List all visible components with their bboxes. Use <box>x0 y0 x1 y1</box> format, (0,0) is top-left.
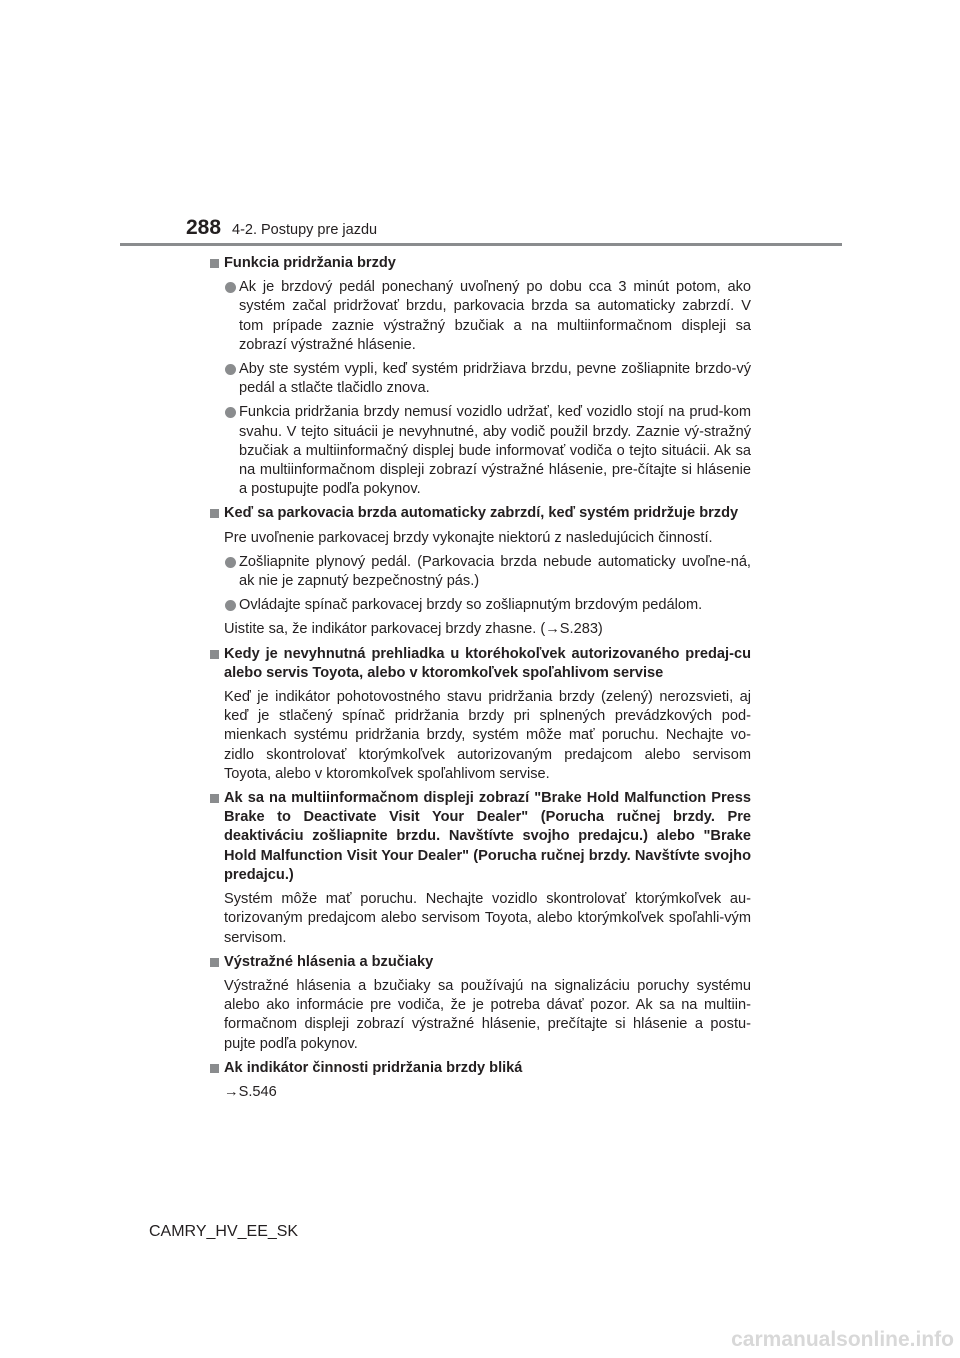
list-item <box>209 553 751 591</box>
section-heading <box>209 254 751 273</box>
circle-bullet-icon <box>225 600 236 611</box>
list-item <box>209 403 751 499</box>
section-heading <box>209 953 751 972</box>
circle-bullet-icon <box>225 282 236 293</box>
section-heading <box>209 645 751 683</box>
circle-bullet-icon <box>225 557 236 568</box>
header-rule <box>120 243 842 246</box>
square-bullet-icon <box>210 794 219 803</box>
list-item-text: Zošliapnite plynový pedál. (Parkovacia brzda nebude automaticky uvoľne-ná, ak nie je zapnutý bezpečnostný pás.) <box>239 553 751 590</box>
watermark: carmanualsonline.info <box>731 1328 954 1351</box>
circle-bullet-icon <box>225 407 236 418</box>
square-bullet-icon <box>210 650 219 659</box>
list-item <box>209 278 751 355</box>
page-reference: →S.546 <box>224 1083 277 1100</box>
section-heading <box>209 504 751 523</box>
section-inspection-needed <box>209 645 751 784</box>
square-bullet-icon <box>210 958 219 967</box>
section-parking-brake-auto <box>209 504 751 639</box>
footer-code: CAMRY_HV_EE_SK <box>149 1223 299 1240</box>
square-bullet-icon <box>210 1064 219 1073</box>
section-brake-hold-function <box>209 254 751 499</box>
paragraph: Uistite sa, že indikátor parkovacej brzdy zhasne. (→S.283) <box>224 621 603 638</box>
page-number: 288 <box>186 216 222 239</box>
section-malfunction-message <box>209 789 751 948</box>
list-item-text: Ak je brzdový pedál ponechaný uvoľnený po dobu cca 3 minút potom, ako systém začal pridržovať brzdu, parkovacia brzda sa automaticky zabrzdí. V tom prípade zaznie výstražný bzučiak a na multiinformačnom displeji sa zobrazí výstražné hlásenie. <box>239 279 751 353</box>
paragraph: Pre uvoľnenie parkovacej brzdy vykonajte niektorú z nasledujúcich činností. <box>224 529 713 546</box>
section-title: 4-2. Postupy pre jazdu <box>232 222 378 238</box>
section-heading-text: Výstražné hlásenia a bzučiaky <box>224 953 434 970</box>
section-heading-text: Ak indikátor činnosti pridržania brzdy bliká <box>224 1059 523 1076</box>
list-item <box>209 360 751 398</box>
section-indicator-flashing <box>209 1059 751 1102</box>
paragraph: Systém môže mať poruchu. Nechajte vozidlo skontrolovať ktorýmkoľvek au-torizovaným predajcom alebo servisom Toyota, alebo ktorýmkoľvek spoľahli-vým servisom. <box>224 891 751 946</box>
list-item-text: Aby ste systém vypli, keď systém pridržiava brzdu, pevne zošliapnite brzdo-vý pedál a stlačte tlačidlo znova. <box>239 361 751 397</box>
section-warning-messages <box>209 953 751 1054</box>
section-heading-text: Kedy je nevyhnutná prehliadka u ktoréhokoľvek autorizovaného predaj-cu alebo servis Toyota, alebo v ktoromkoľvek spoľahlivom servise <box>224 645 751 681</box>
section-heading-text: Funkcia pridržania brzdy <box>224 255 396 271</box>
section-heading-text: Ak sa na multiinformačnom displeji zobrazí "Brake Hold Malfunction Press Brake to Deactivate Visit Your Dealer" (Porucha ručnej brzdy. Pre deaktiváciu zošliapnite brzdu. Navštívte svojho predajcu.) alebo "Brake Hold Malfunction Visit Your Dealer" (Porucha ručnej brzdy. Navštívte svojho predajcu.) <box>224 790 751 883</box>
section-heading-text: Keď sa parkovacia brzda automaticky zabrzdí, keď systém pridržuje brzdy <box>224 505 739 522</box>
square-bullet-icon <box>210 509 219 518</box>
paragraph: Keď je indikátor pohotovostného stavu pridržania brzdy (zelený) nerozsvieti, aj keď je stlačený spínač pridržania brzdy pri splnených prevádzkových pod-mienkach systému pridržania brzdy, systém môže mať poruchu. Nechajte vo-zidlo skontrolovať ktorýmkoľvek autorizovaným predajcom alebo servisom Toyota, alebo v ktoromkoľvek spoľahlivom servise. <box>224 689 751 782</box>
square-bullet-icon <box>210 259 219 268</box>
circle-bullet-icon <box>225 364 236 375</box>
list-item <box>209 596 751 615</box>
paragraph: Výstražné hlásenia a bzučiaky sa používajú na signalizáciu poruchy systému alebo ako informácie pre vodiča, že je potreba dávať pozor. Ak sa na multiin-formačnom displeji zobrazí výstražné hlásenie, prečítajte si hlásenie a postu-pujte podľa pokynov. <box>224 977 751 1052</box>
page-content <box>209 254 751 1102</box>
section-heading <box>209 1059 751 1078</box>
list-item-text: Funkcia pridržania brzdy nemusí vozidlo udržať, keď vozidlo stojí na prud-kom svahu. V tejto situácii je nevyhnutné, aby vodič použil brzdy. Zaznie vý-stražný bzučiak a multiinformačný displej bude informovať vodiča o tejto situácii. Ak sa na multiinformačnom displeji zobrazí výstražné hlásenie, pre-čítajte si hlásenie a postupujte podľa pokynov. <box>239 404 751 498</box>
section-heading <box>209 789 751 885</box>
list-item-text: Ovládajte spínač parkovacej brzdy so zošliapnutým brzdovým pedálom. <box>239 597 703 614</box>
